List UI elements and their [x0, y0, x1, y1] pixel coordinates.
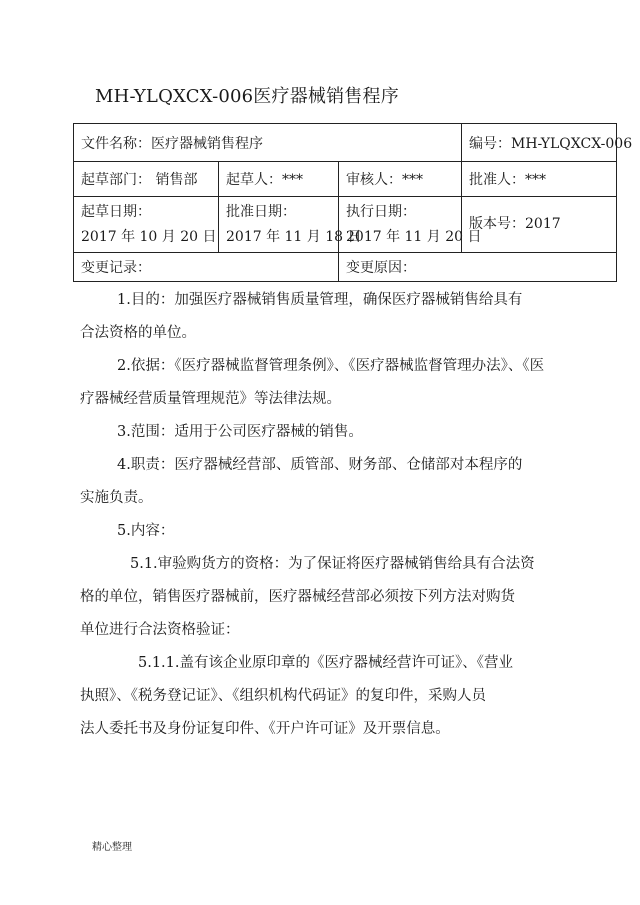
reviewer-cell: 审核人：***	[339, 162, 462, 197]
text-line: 执照》、《税务登记证》、《组织机构代码证》的复印件，采购人员	[80, 688, 486, 704]
scope-paragraph	[80, 416, 580, 449]
text-line: 3.范围：适用于公司医疗器械的销售。	[117, 424, 363, 440]
text-line: 格的单位，销售医疗器械前，医疗器械经营部必须按下列方法对购货	[80, 589, 515, 605]
section-5-1-paragraph	[80, 548, 580, 647]
change-record-cell: 变更记录：	[74, 253, 339, 282]
file-name-cell: 文件名称：医疗器械销售程序	[74, 124, 462, 162]
approve-date-cell	[219, 197, 362, 253]
exec-date-label: 执行日期：	[346, 203, 416, 220]
table-row-changes	[74, 253, 617, 282]
exec-date-cell	[339, 197, 482, 253]
exec-date-value: 2017 年 11 月 20 日	[346, 228, 482, 245]
document-info-table	[73, 123, 633, 282]
section-5-1-1-paragraph	[80, 647, 580, 746]
approve-date-value: 2017 年 11 月 18 日	[226, 228, 362, 245]
content-heading	[80, 515, 580, 548]
draft-department-cell: 起草部门： 销售部	[74, 162, 219, 197]
purpose-paragraph	[80, 284, 580, 350]
draft-date-label: 起草日期：	[81, 203, 151, 220]
approver-cell: 批准人：***	[462, 162, 617, 197]
document-title: MH-YLQXCX-006医疗器械销售程序	[95, 86, 399, 107]
document-number-cell: 编号：MH-YLQXCX-006	[462, 124, 617, 162]
text-line: 5.内容：	[117, 523, 175, 539]
basis-paragraph	[80, 350, 580, 416]
text-line: 5.1.审验购货方的资格：为了保证将医疗器械销售给具有合法资	[130, 556, 535, 572]
text-line: 实施负责。	[80, 490, 153, 506]
text-line: 法人委托书及身份证复印件、《开户许可证》及开票信息。	[80, 721, 450, 737]
change-reason-cell: 变更原因：	[339, 253, 617, 282]
document-body	[80, 284, 580, 746]
text-line: 合法资格的单位。	[80, 325, 196, 341]
draft-date-value: 2017 年 10 月 20 日	[81, 228, 217, 245]
approve-date-label: 批准日期：	[226, 203, 296, 220]
text-line: 4.职责：医疗器械经营部、质管部、财务部、仓储部对本程序的	[117, 457, 523, 473]
text-line: 1.目的：加强医疗器械销售质量管理，确保医疗器械销售给具有	[117, 292, 523, 308]
text-line: 疗器械经营质量管理规范》等法律法规。	[80, 391, 341, 407]
table-row-people	[74, 162, 617, 197]
text-line: 单位进行合法资格验证：	[80, 622, 240, 638]
text-line: 2.依据：《医疗器械监督管理条例》、《医疗器械监督管理办法》、《医	[117, 358, 545, 374]
draft-date-cell	[74, 197, 219, 253]
table-row-dates	[74, 197, 617, 253]
text-line: 5.1.1.盖有该企业原印章的《医疗器械经营许可证》、《营业	[138, 655, 514, 671]
drafter-cell: 起草人：***	[219, 162, 339, 197]
responsibility-paragraph	[80, 449, 580, 515]
footer-note: 精心整理	[92, 842, 132, 853]
version-cell: 版本号：2017	[462, 197, 617, 253]
table-row-file	[74, 124, 617, 162]
